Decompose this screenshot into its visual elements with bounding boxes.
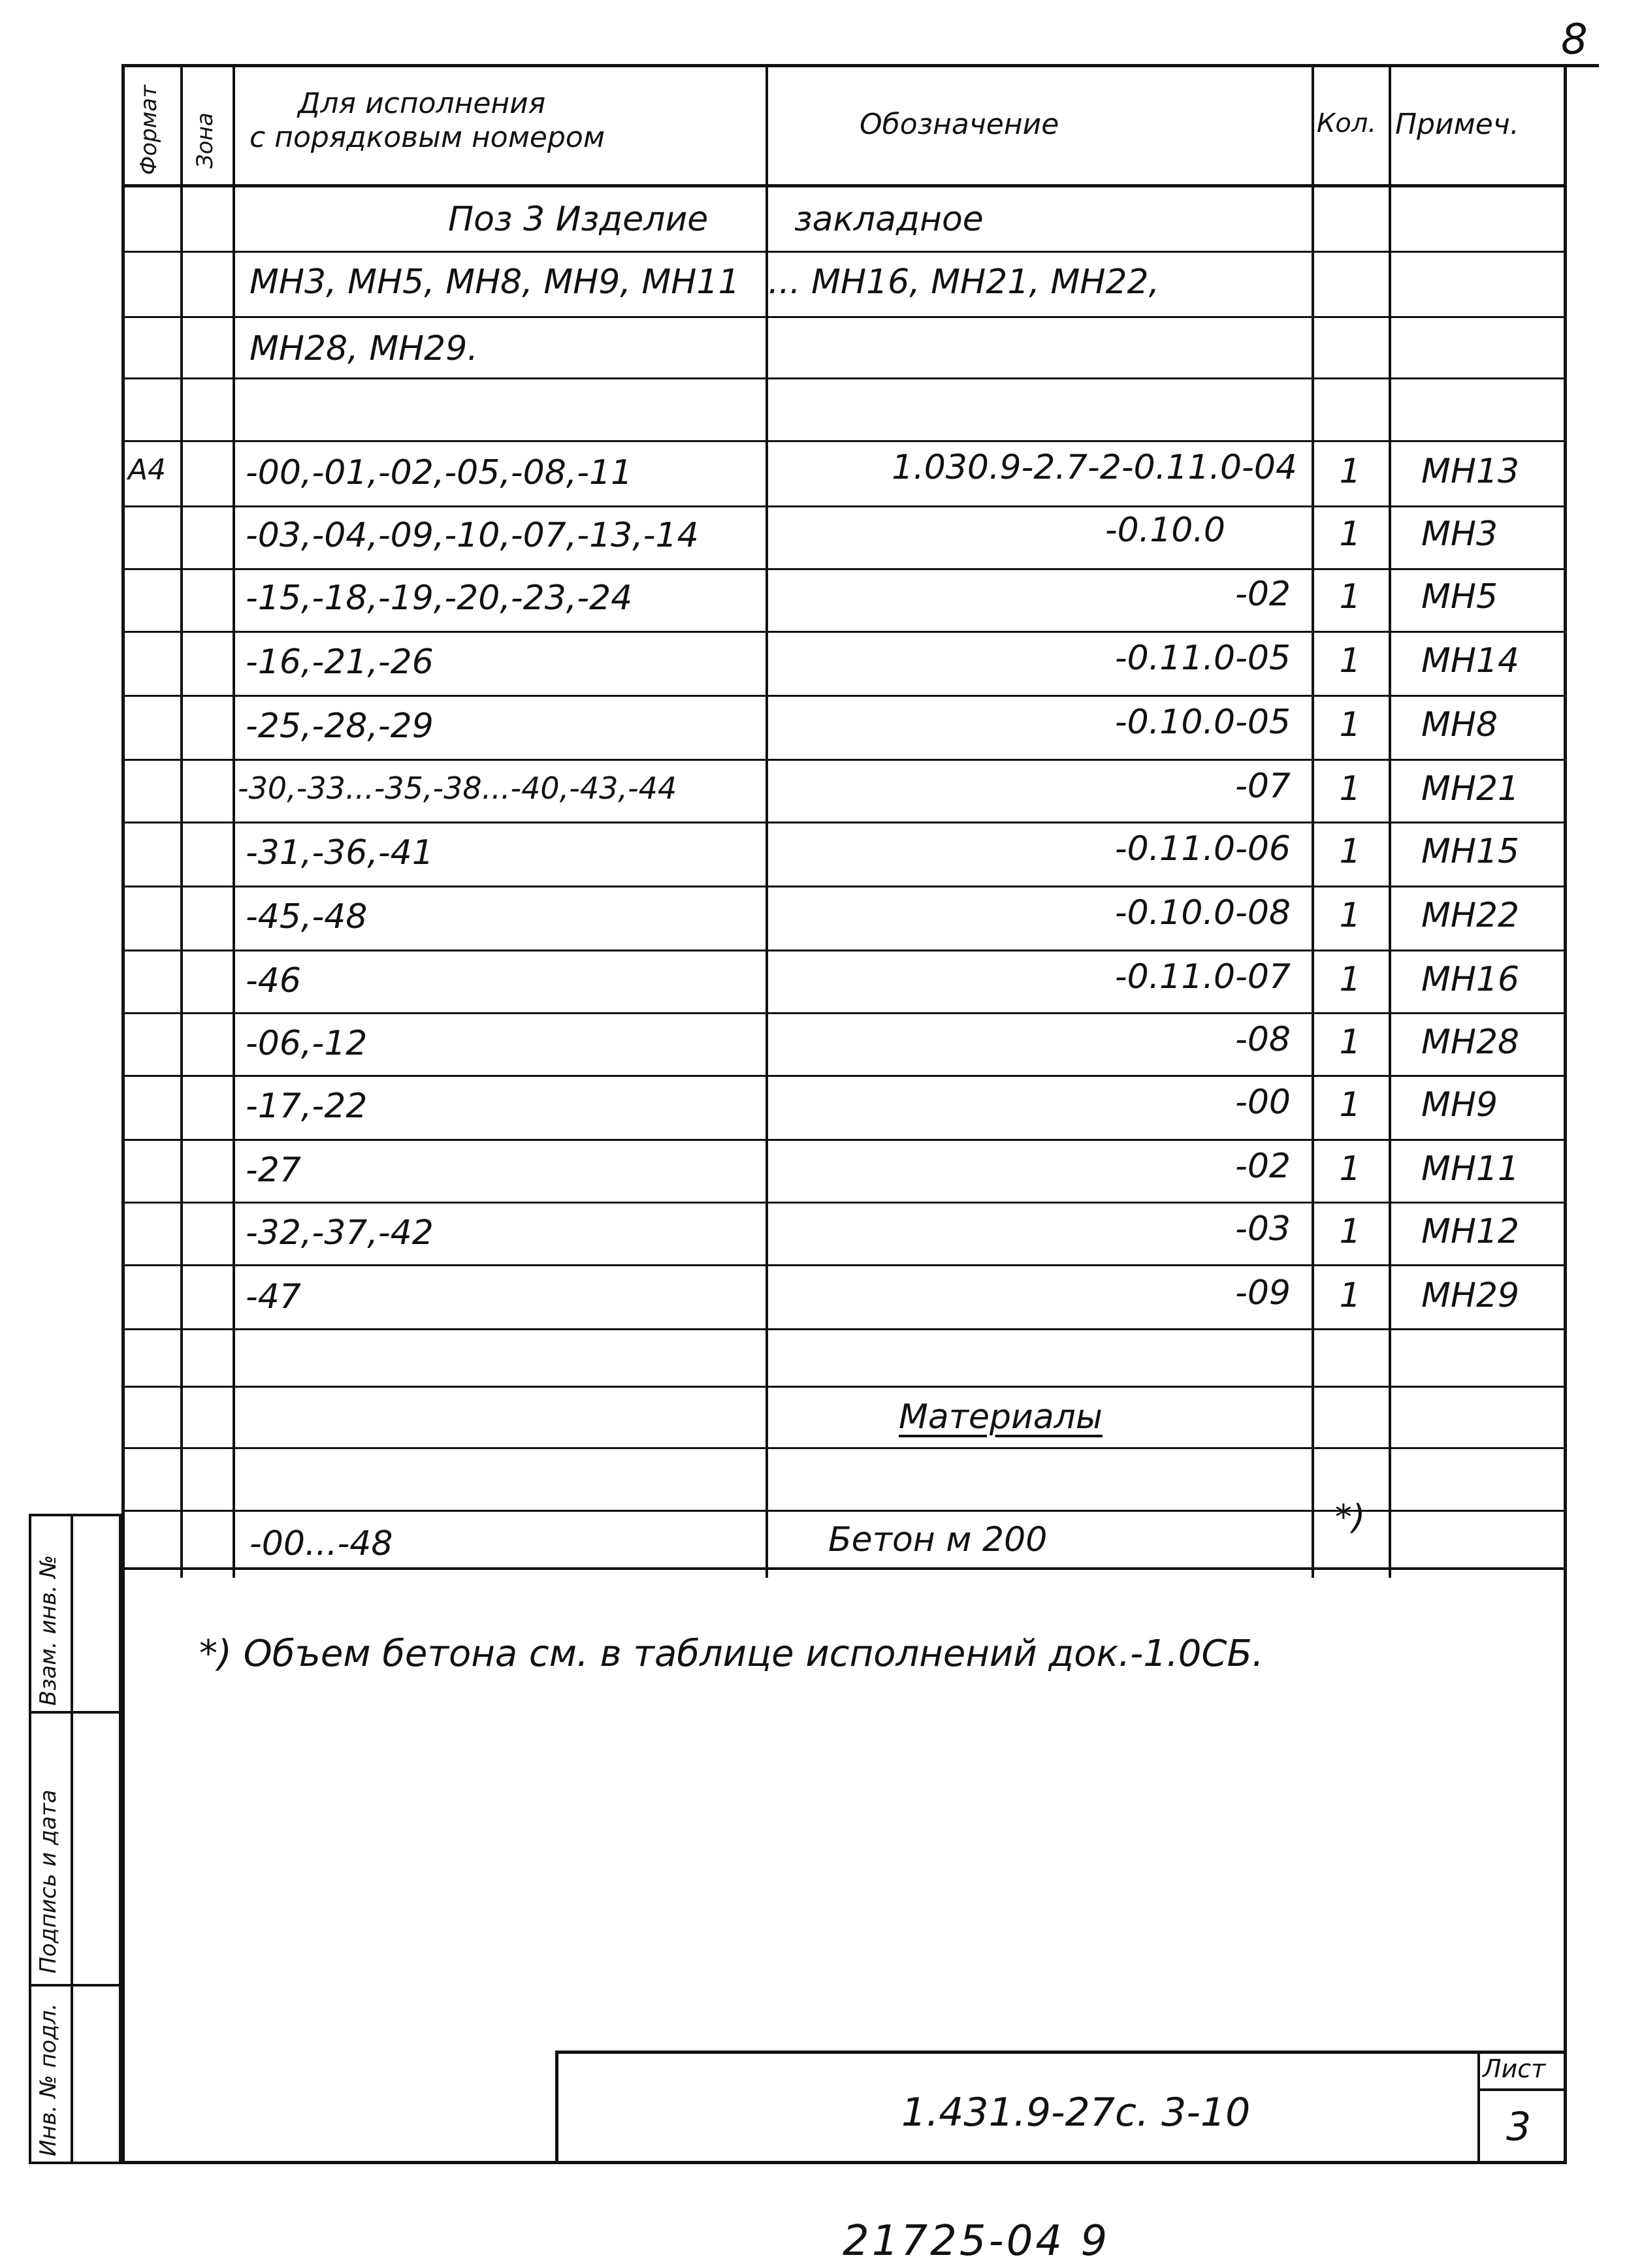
row-designation: -02 xyxy=(1235,1147,1291,1186)
row-line xyxy=(121,695,1567,697)
row-designation: -0.11.0-05 xyxy=(1114,639,1291,678)
row-line xyxy=(121,505,1567,507)
sheet-box-divider xyxy=(1477,2088,1567,2091)
col-divider-qty xyxy=(1389,64,1391,1578)
sheet-number: 3 xyxy=(1506,2104,1532,2150)
row-designation: -0.10.0-05 xyxy=(1114,703,1291,742)
row-designation: -00 xyxy=(1235,1083,1291,1122)
row-line xyxy=(121,1012,1567,1014)
row-qty: 1 xyxy=(1339,1085,1361,1125)
row-qty: 1 xyxy=(1339,769,1361,808)
header-variant-line1: Для исполнения xyxy=(298,87,546,120)
row-note: МН12 xyxy=(1421,1212,1520,1251)
page-number: 8 xyxy=(1561,16,1588,64)
row-line xyxy=(121,1264,1567,1266)
row-variants: -46 xyxy=(246,961,301,1000)
strip-column-divider xyxy=(71,1516,73,2162)
row-line xyxy=(121,1447,1567,1449)
row-variants: -47 xyxy=(246,1277,301,1317)
row-note: МН3 xyxy=(1421,515,1498,554)
footnote: *) Объем бетона см. в таблице исполнений док.-1.0СБ. xyxy=(199,1633,1264,1675)
row-line xyxy=(121,886,1567,887)
row-variants: -00,-01,-02,-05,-08,-11 xyxy=(246,453,633,492)
header-note: Примеч. xyxy=(1395,108,1519,141)
col-divider-designation xyxy=(1312,64,1314,1578)
row-designation: -03 xyxy=(1235,1209,1291,1249)
row-line xyxy=(121,316,1567,318)
table-bottom xyxy=(121,1567,1567,1570)
row-note: МН29 xyxy=(1421,1276,1520,1315)
row-note: МН16 xyxy=(1421,960,1520,999)
row-note: МН22 xyxy=(1421,896,1520,935)
stamp-strip xyxy=(29,1514,121,2164)
row-line xyxy=(121,1139,1567,1141)
spec-table xyxy=(121,64,1567,1566)
row-line xyxy=(121,377,1567,379)
strip-label-inv-original: Инв. № подл. xyxy=(35,2003,61,2156)
row-line xyxy=(121,1075,1567,1077)
header-format: Формат xyxy=(136,85,162,175)
row-qty: 1 xyxy=(1339,577,1361,616)
header-designation: Обозначение xyxy=(860,108,1059,141)
row-note: МН11 xyxy=(1421,1149,1520,1189)
section-line1-b: ... МН16, МН21, МН22, xyxy=(768,263,1160,302)
row-line xyxy=(121,950,1567,951)
row-designation: -09 xyxy=(1235,1273,1291,1313)
row-designation: -0.11.0-07 xyxy=(1114,957,1291,997)
header-qty: Кол. xyxy=(1317,108,1377,138)
row-designation: -0.10.0 xyxy=(1104,511,1225,550)
materials-qty: *) xyxy=(1334,1498,1366,1537)
row-qty: 1 xyxy=(1339,641,1361,680)
header-variant-line2: с порядковым номером xyxy=(250,121,605,154)
row-designation: -0.11.0-06 xyxy=(1114,829,1291,869)
row-variants: -25,-28,-29 xyxy=(246,707,434,746)
strip-divider xyxy=(31,1984,119,1987)
row-variants: -15,-18,-19,-20,-23,-24 xyxy=(246,579,633,618)
archive-code: 21725-04 9 xyxy=(843,2217,1110,2265)
row-variants: -27 xyxy=(246,1151,301,1190)
row-line xyxy=(121,631,1567,633)
row-note: МН21 xyxy=(1421,769,1520,808)
row-designation: -08 xyxy=(1235,1020,1291,1059)
row-qty: 1 xyxy=(1339,896,1361,935)
row-variants: -16,-21,-26 xyxy=(246,643,434,682)
strip-divider xyxy=(31,1711,119,1714)
row-designation: -02 xyxy=(1235,575,1291,614)
document-number: 1.431.9-27с. 3-10 xyxy=(901,2090,1251,2135)
row-qty: 1 xyxy=(1339,1023,1361,1062)
header-zone: Зона xyxy=(192,112,218,168)
row-line xyxy=(121,759,1567,761)
row-qty: 1 xyxy=(1339,452,1361,491)
row-note: МН8 xyxy=(1421,705,1498,744)
materials-variants: -00...-48 xyxy=(250,1524,393,1563)
row-designation: 1.030.9-2.7-2-0.11.0-04 xyxy=(892,448,1297,487)
section-title-b: закладное xyxy=(794,200,984,239)
row-note: МН5 xyxy=(1421,577,1498,616)
strip-label-replace-inv: Взам. инв. № xyxy=(35,1555,61,1706)
row-designation: -07 xyxy=(1235,767,1291,806)
row-designation: -0.10.0-08 xyxy=(1114,893,1291,933)
row-qty: 1 xyxy=(1339,1212,1361,1251)
row-note: МН28 xyxy=(1421,1023,1520,1062)
row-line xyxy=(121,568,1567,570)
row-variants: -17,-22 xyxy=(246,1087,368,1126)
section-line1-a: МН3, МН5, МН8, МН9, МН11 xyxy=(250,263,740,302)
row-qty: 1 xyxy=(1339,515,1361,554)
row-line xyxy=(121,1386,1567,1388)
row-note: МН13 xyxy=(1421,452,1520,491)
row-qty: 1 xyxy=(1339,832,1361,871)
section-title-a: Поз 3 Изделие xyxy=(448,200,709,239)
row-variants: -32,-37,-42 xyxy=(246,1213,434,1253)
row-variants: -31,-36,-41 xyxy=(246,833,434,872)
row-line xyxy=(121,251,1567,253)
row-line xyxy=(121,440,1567,442)
sheet-label: Лист xyxy=(1483,2054,1546,2083)
row-note: МН9 xyxy=(1421,1085,1498,1125)
row-qty: 1 xyxy=(1339,1149,1361,1189)
row-format: А4 xyxy=(128,453,167,487)
row-line xyxy=(121,822,1567,823)
row-note: МН15 xyxy=(1421,832,1520,871)
row-note: МН14 xyxy=(1421,641,1520,680)
row-variants: -06,-12 xyxy=(246,1024,368,1063)
row-qty: 1 xyxy=(1339,705,1361,744)
header-divider xyxy=(121,184,1567,187)
materials-designation: Бетон м 200 xyxy=(828,1520,1048,1559)
col-divider-zone xyxy=(233,64,235,1578)
row-line xyxy=(121,1328,1567,1330)
materials-heading: Материалы xyxy=(899,1398,1103,1437)
section-line2: МН28, МН29. xyxy=(250,329,478,368)
col-divider-format xyxy=(180,64,183,1578)
row-qty: 1 xyxy=(1339,960,1361,999)
row-variants: -45,-48 xyxy=(246,897,368,936)
strip-label-signature-date: Подпись и дата xyxy=(35,1789,61,1973)
row-line xyxy=(121,1202,1567,1204)
row-variants: -03,-04,-09,-10,-07,-13,-14 xyxy=(246,516,699,555)
row-variants: -30,-33...-35,-38...-40,-43,-44 xyxy=(238,771,677,806)
row-qty: 1 xyxy=(1339,1276,1361,1315)
